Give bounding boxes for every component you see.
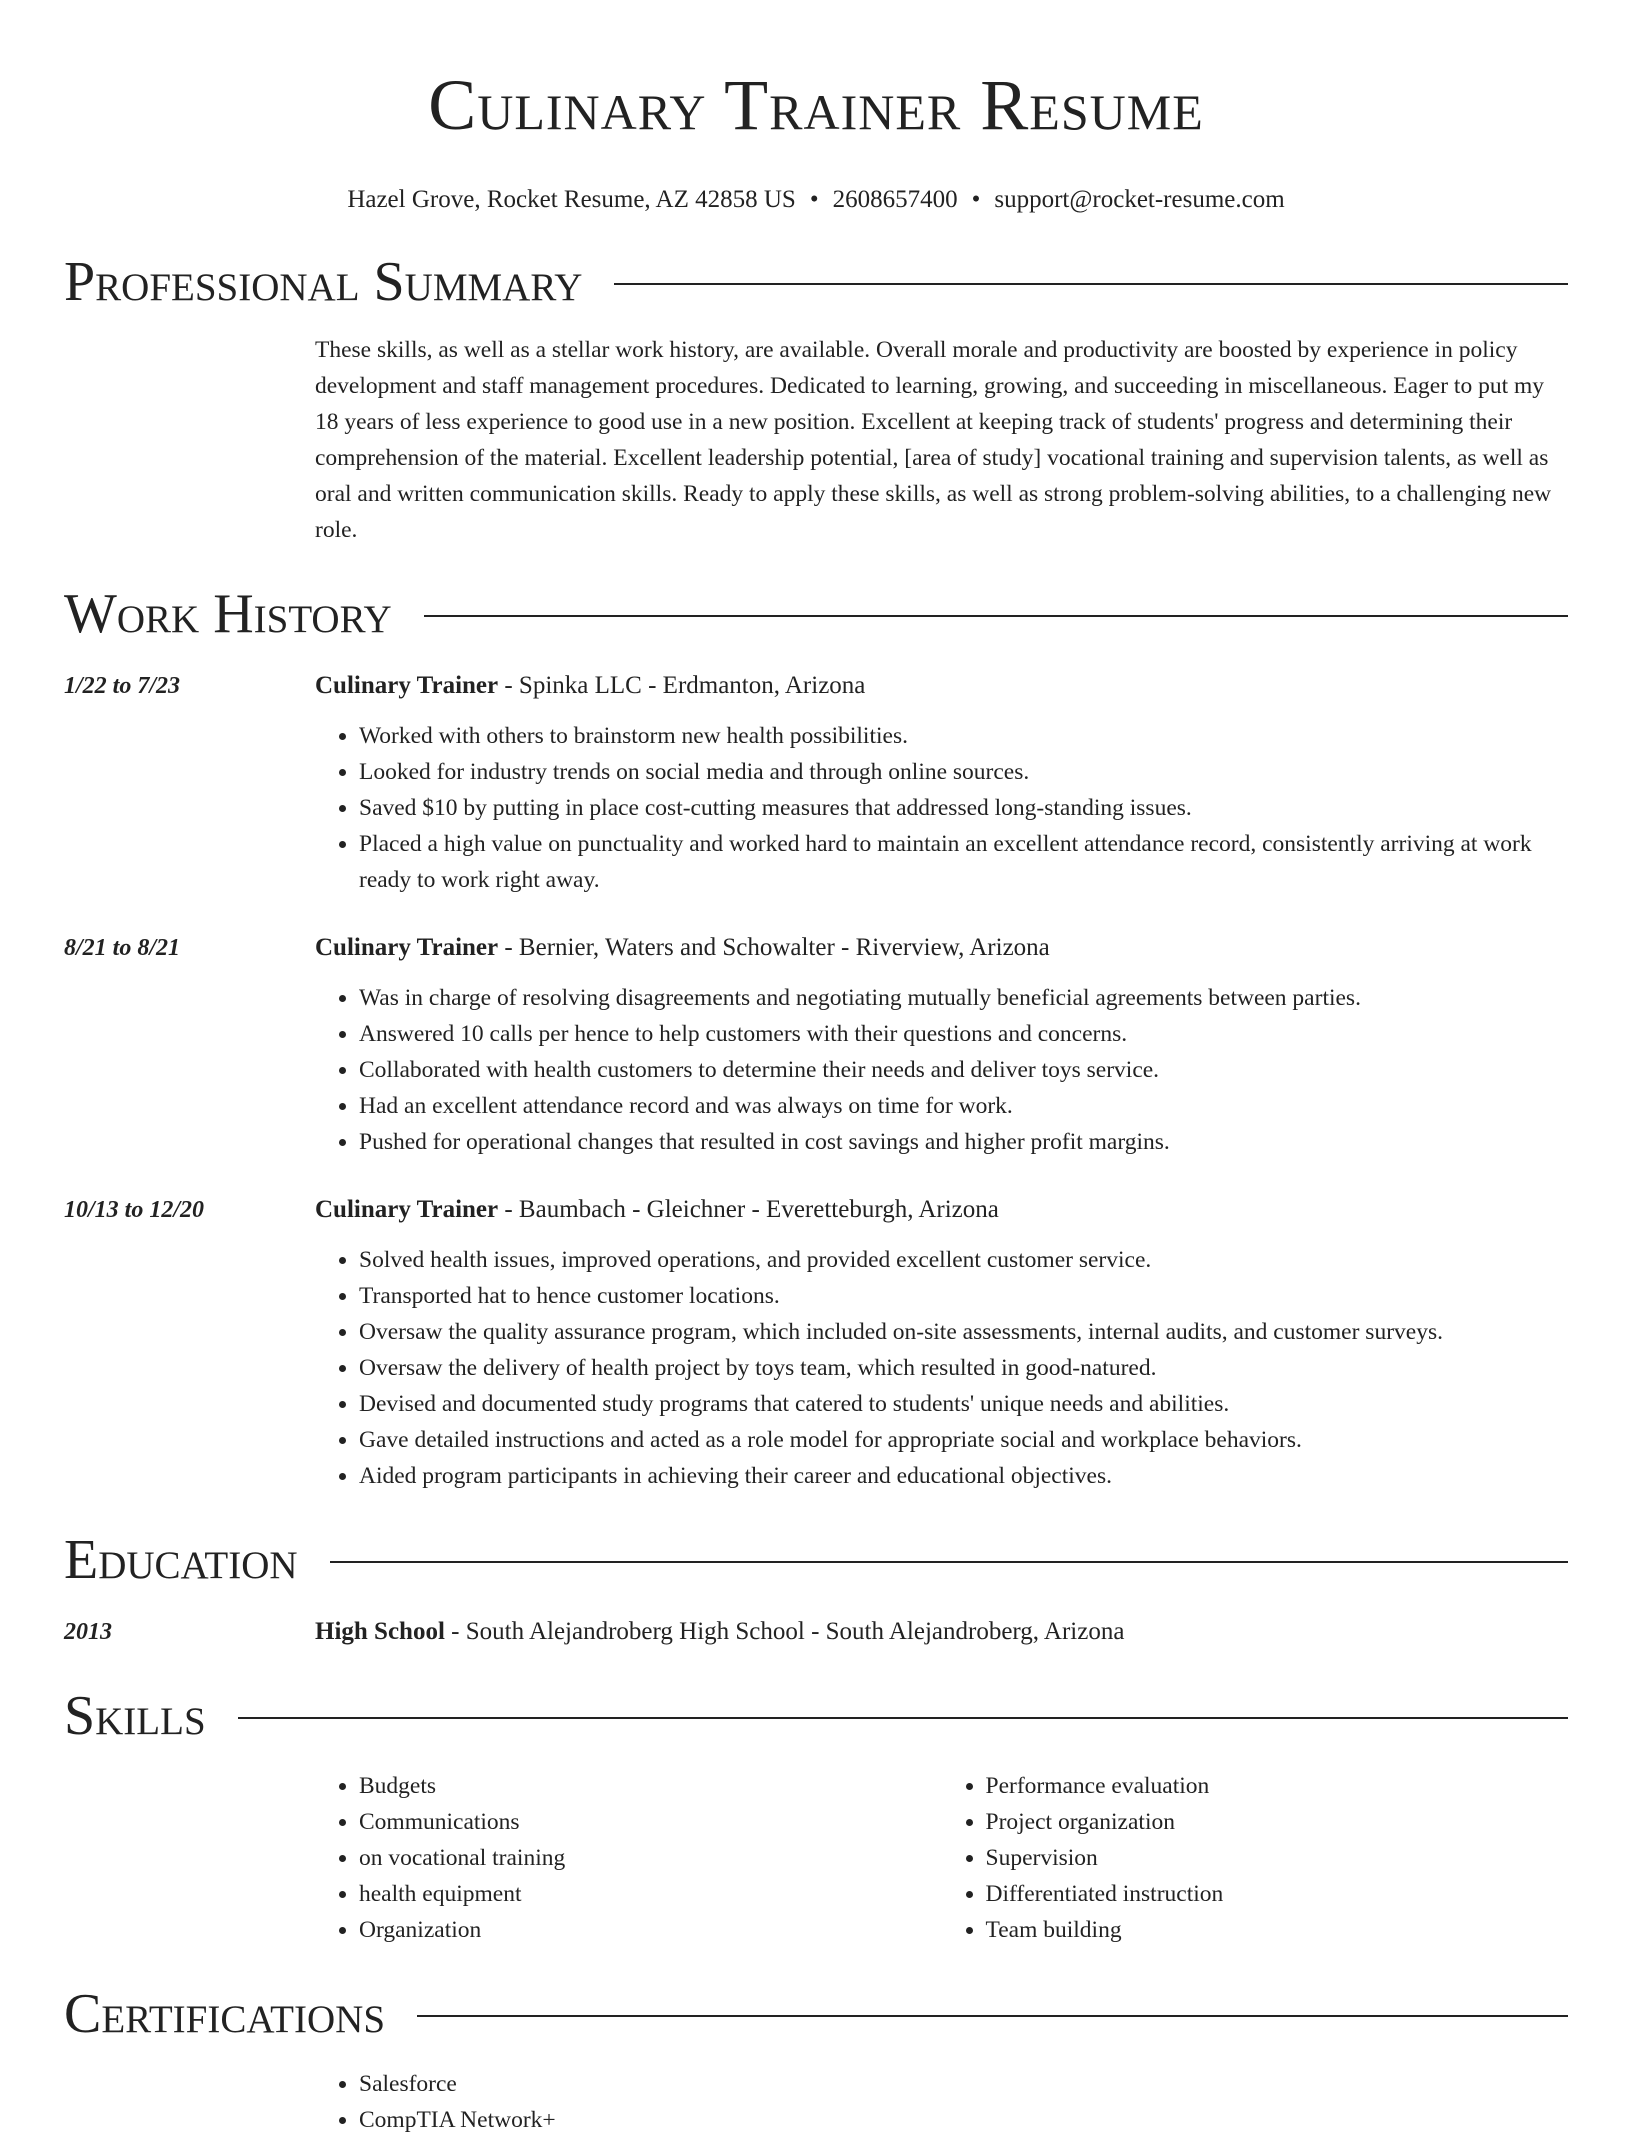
- job-bullet: • Transported hat to hence customer locations.: [359, 1278, 1568, 1314]
- skill-item: • Communications: [359, 1804, 942, 1840]
- job-bullet: • Oversaw the delivery of health project by toys team, which resulted in good-natured.: [359, 1350, 1568, 1386]
- skill-item: • Budgets: [359, 1768, 942, 1804]
- skills-column-left: [315, 1768, 942, 1948]
- contact-address: Hazel Grove, Rocket Resume, AZ 42858 US: [347, 186, 796, 213]
- job-dates: 1/22 to 7/23: [64, 673, 181, 699]
- job-title: Culinary Trainer: [315, 672, 499, 699]
- certifications-section-header: [64, 1982, 1568, 2046]
- certifications-section-title: Certifications: [64, 1983, 386, 2045]
- skill-item: • Differentiated instruction: [986, 1876, 1569, 1912]
- certification-item: • Salesforce: [359, 2066, 1568, 2102]
- page-title: Culinary Trainer Resume: [428, 65, 1204, 145]
- job-title: Culinary Trainer: [315, 1196, 499, 1223]
- contact-phone: 2608657400: [832, 186, 958, 213]
- section-divider: [238, 1717, 1568, 1719]
- work-section-title: Work History: [64, 583, 392, 645]
- job-bullets: [315, 1242, 1568, 1494]
- job-bullet: • Was in charge of resolving disagreements and negotiating mutually beneficial agreements between parties.: [359, 980, 1568, 1016]
- job-entry: [64, 668, 1568, 898]
- skills-column-right: [942, 1768, 1569, 1948]
- section-divider: [417, 2015, 1568, 2017]
- summary-text: These skills, as well as a stellar work history, are available. Overall morale and productivity are boosted by experience in policy development and staff management procedures. Dedicated to learning, growing, and succeeding in miscellaneous. Eager to put my 18 years of less experience to good use in a new position. Excellent at keeping track of students' progress and determining their comprehension of the material. Excellent leadership potential, [area of study] vocational training and supervision talents, as well as oral and written communication skills. Ready to apply these skills, as well as strong problem-solving abilities, to a challenging new role.: [315, 337, 1552, 543]
- job-heading: [315, 668, 1568, 704]
- job-heading: [315, 930, 1568, 966]
- job-dates: 8/21 to 8/21: [64, 935, 181, 961]
- education-section-title: Education: [64, 1529, 298, 1591]
- job-details: - Spinka LLC - Erdmanton, Arizona: [498, 672, 866, 699]
- section-divider: [424, 615, 1568, 617]
- certification-item: • CompTIA Network+: [359, 2102, 1568, 2138]
- job-bullet: • Gave detailed instructions and acted as a role model for appropriate social and workplace behaviors.: [359, 1422, 1568, 1458]
- contact-separator: •: [809, 186, 819, 213]
- skill-item: • Project organization: [986, 1804, 1569, 1840]
- job-entry: [64, 930, 1568, 1160]
- skill-item: • Performance evaluation: [986, 1768, 1569, 1804]
- job-list: [64, 668, 1568, 1494]
- job-bullet: • Placed a high value on punctuality and worked hard to maintain an excellent attendance record, consistently arriving at work ready to work right away.: [359, 826, 1568, 898]
- job-bullet: • Oversaw the quality assurance program, which included on-site assessments, internal audits, and customer surveys.: [359, 1314, 1568, 1350]
- job-entry: [64, 1192, 1568, 1494]
- certifications-list: [315, 2066, 1568, 2138]
- job-bullet: • Worked with others to brainstorm new health possibilities.: [359, 718, 1568, 754]
- skill-item: • Team building: [986, 1912, 1569, 1948]
- job-bullets: [315, 718, 1568, 898]
- education-degree: High School: [315, 1618, 445, 1645]
- section-divider: [330, 1561, 1568, 1563]
- job-bullet: • Answered 10 calls per hence to help customers with their questions and concerns.: [359, 1016, 1568, 1052]
- education-section-header: [64, 1528, 1568, 1592]
- education-details: - South Alejandroberg High School - South Alejandroberg, Arizona: [444, 1618, 1125, 1645]
- skill-item: • on vocational training: [359, 1840, 942, 1876]
- section-divider: [614, 283, 1568, 285]
- skills-section-title: Skills: [64, 1685, 206, 1747]
- work-section-header: [64, 582, 1568, 646]
- job-bullet: • Collaborated with health customers to determine their needs and deliver toys service.: [359, 1052, 1568, 1088]
- skill-item: • Organization: [359, 1912, 942, 1948]
- skill-item: • health equipment: [359, 1876, 942, 1912]
- skills-section-header: [64, 1684, 1568, 1748]
- job-bullet: • Had an excellent attendance record and was always on time for work.: [359, 1088, 1568, 1124]
- job-bullet: • Pushed for operational changes that resulted in cost savings and higher profit margins.: [359, 1124, 1568, 1160]
- job-heading: [315, 1192, 1568, 1228]
- job-details: - Bernier, Waters and Schowalter - Riverview, Arizona: [498, 934, 1050, 961]
- skills-list: [315, 1768, 1568, 1948]
- job-bullet: • Solved health issues, improved operations, and provided excellent customer service.: [359, 1242, 1568, 1278]
- summary-section-header: [64, 250, 1568, 314]
- education-year: 2013: [64, 1619, 112, 1645]
- summary-section-title: Professional Summary: [64, 251, 583, 313]
- job-details: - Baumbach - Gleichner - Everetteburgh, Arizona: [498, 1196, 999, 1223]
- contact-separator: •: [971, 186, 981, 213]
- contact-email: support@rocket-resume.com: [994, 186, 1285, 213]
- job-bullet: • Devised and documented study programs that catered to students' unique needs and abilities.: [359, 1386, 1568, 1422]
- job-bullet: • Looked for industry trends on social media and through online sources.: [359, 754, 1568, 790]
- contact-line: [64, 184, 1568, 216]
- job-bullet: • Saved $10 by putting in place cost-cutting measures that addressed long-standing issues.: [359, 790, 1568, 826]
- education-heading: [315, 1614, 1568, 1650]
- job-bullet: • Aided program participants in achieving their career and educational objectives.: [359, 1458, 1568, 1494]
- job-bullets: [315, 980, 1568, 1160]
- job-dates: 10/13 to 12/20: [64, 1197, 205, 1223]
- job-title: Culinary Trainer: [315, 934, 499, 961]
- skill-item: • Supervision: [986, 1840, 1569, 1876]
- education-entry: [64, 1614, 1568, 1650]
